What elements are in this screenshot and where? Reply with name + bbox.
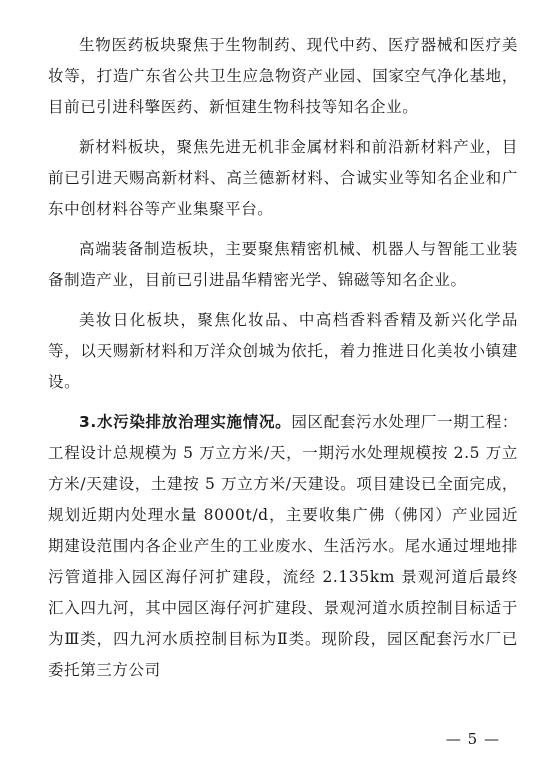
paragraph-biomedicine	[48, 30, 518, 123]
paragraph-text: 美妆日化板块，聚焦化妆品、中高档香料香精及新兴化学品等，以天赐新材料和万洋众创城为依托，着力推进日化美妆小镇建设。	[48, 311, 518, 391]
page-number: — 5 —	[445, 730, 500, 748]
paragraph-text: 园区配套污水处理厂一期工程：工程设计总规模为 5 万立方米/天，一期污水处理规模按 2.5 万立方米/天建设，土建按 5 万立方米/天建设。项目建设已全面完成，规划近期内处理水量 8000t/d，主要收集广佛（佛冈）产业园近期建设范围内各企业产生的工业废水、生活污水。尾水通过埋地排污管道排入园区海仔河扩建段，流经 2.135km 景观河道后最终汇入四九河，其中园区海仔河扩建段、景观河道水质控制目标适于为Ⅲ类，四九河水质控制目标为Ⅱ类。现阶段，园区配套污水厂已委托第三方公司	[48, 413, 519, 679]
paragraph-cosmetics	[48, 305, 518, 398]
paragraph-text: 生物医药板块聚焦于生物制药、现代中药、医疗器械和医疗美妆等，打造广东省公共卫生应急物资产业园、国家空气净化基地，目前已引进科擎医药、新恒建生物科技等知名企业。	[48, 36, 518, 116]
paragraph-equipment-manufacturing	[48, 234, 518, 296]
paragraph-text: 新材料板块，聚焦先进无机非金属材料和前沿新材料产业，目前已引进天赐高新材料、高兰德新材料、合诚实业等知名企业和广东中创材料谷等产业集聚平台。	[48, 138, 518, 218]
document-body	[48, 30, 518, 695]
paragraph-new-materials	[48, 132, 518, 225]
section-heading: 3.水污染排放治理实施情况。	[79, 413, 292, 431]
paragraph-water-pollution	[48, 407, 518, 686]
paragraph-text: 高端装备制造板块，主要聚焦精密机械、机器人与智能工业装备制造产业，目前已引进晶华精密光学、锦磁等知名企业。	[48, 240, 518, 289]
